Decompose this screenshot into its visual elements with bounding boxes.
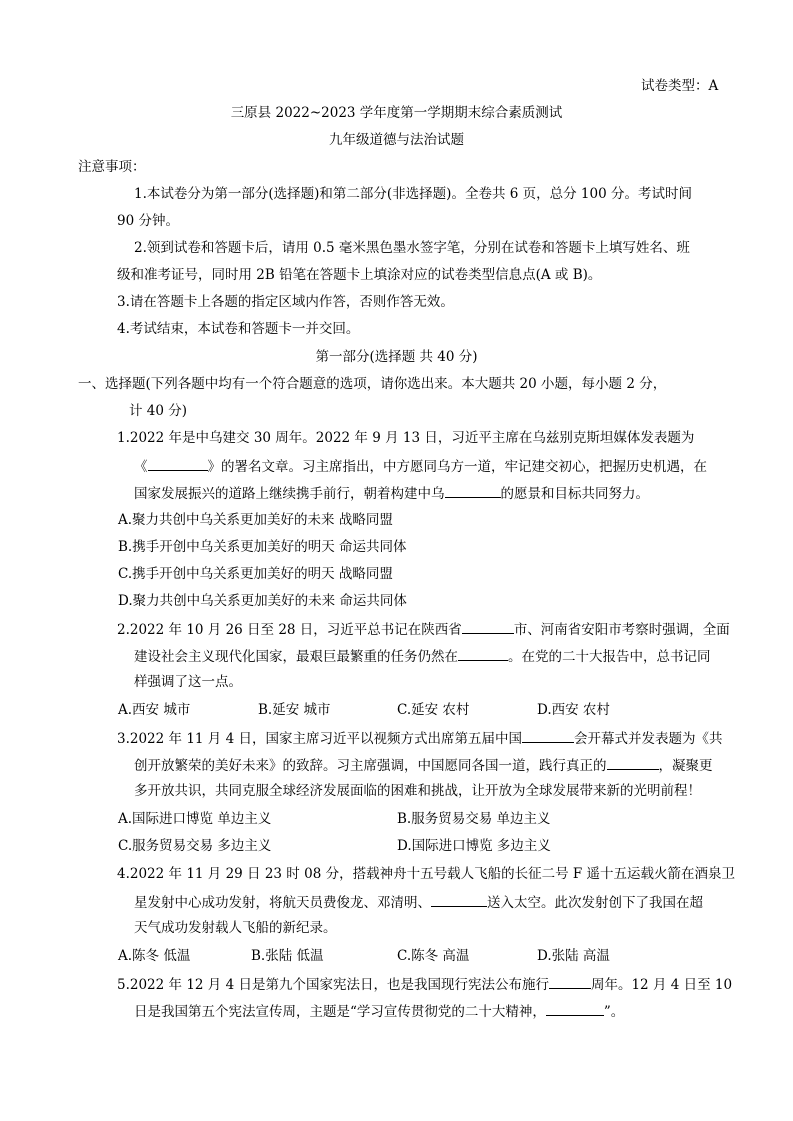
notice-item-1-cont: 90 分钟。 <box>117 213 179 229</box>
exam-subtitle: 九年级道德与法治试题 <box>329 132 464 148</box>
notice-item-1: 1.本试卷分为第一部分(选择题)和第二部分(非选择题)。全卷共 6 页，总分 100 分。考试时间 <box>134 186 692 202</box>
q2-option-d: D.西安 农村 <box>537 702 610 718</box>
q2-line-1: 2.2022 年 10 月 26 日至 28 日，习近平总书记在陕西省 市、河南省安阳市考察时强调，全面 <box>117 619 730 639</box>
notice-item-3: 3.请在答题卡上各题的指定区域内作答，否则作答无效。 <box>117 294 454 310</box>
q4-line-2: 星发射中心成功发射，将航天员费俊龙、邓清明、 送入太空。此次发射创下了我国在超 <box>134 892 703 912</box>
q3-option-b: B.服务贸易交易 单边主义 <box>397 811 551 827</box>
q1-line-1: 1.2022 年是中乌建交 30 周年。2022 年 9 月 13 日，习近平主席在乌兹别克斯坦媒体发表题为 <box>117 430 695 446</box>
notice-item-2-cont: 级和准考证号，同时用 2B 铅笔在答题卡上填涂对应的试卷类型信息点(A 或 B)。 <box>117 267 602 283</box>
answer-blank <box>445 483 501 498</box>
q4-line-3: 天气成功发射载人飞船的新纪录。 <box>134 920 337 936</box>
notice-item-4: 4.考试结束，本试卷和答题卡一并交回。 <box>117 321 360 337</box>
q3-option-d: D.国际进口博览 多边主义 <box>397 838 551 854</box>
answer-blank <box>458 646 508 661</box>
notice-heading: 注意事项： <box>78 159 146 175</box>
q4-option-b: B.张陆 低温 <box>251 948 324 964</box>
answer-blank <box>546 1001 604 1016</box>
q1-option-a: A.聚力共创中乌关系更加美好的未来 战略同盟 <box>118 512 393 528</box>
part1-title: 第一部分(选择题 共 40 分) <box>315 349 478 365</box>
q2-option-c: C.延安 农村 <box>397 702 470 718</box>
exam-title: 三原县 2022~2023 学年度第一学期期末综合素质测试 <box>230 105 563 121</box>
answer-blank <box>549 974 591 989</box>
q1-option-d: D.聚力共创中乌关系更加美好的未来 命运共同体 <box>118 593 407 609</box>
answer-blank <box>431 892 487 907</box>
q3-option-c: C.服务贸易交易 多边主义 <box>118 838 272 854</box>
q2-line-2: 建设社会主义现代化国家，最艰巨最繁重的任务仍然在 。在党的二十大报告中，总书记同 <box>134 646 711 666</box>
paper-type-label: 试卷类型：A <box>641 78 719 94</box>
notice-item-2: 2.领到试卷和答题卡后，请用 0.5 毫米黑色墨水签字笔，分别在试卷和答题卡上填写姓名、班 <box>134 240 690 256</box>
section-instruction: 一、选择题(下列各题中均有一个符合题意的选项，请你选出来。本大题共 20 小题，每小题 2 分， <box>78 376 667 392</box>
q3-line-3: 多开放共识，共同克服全球经济发展面临的困难和挑战，让开放为全球发展带来新的光明前程！ <box>134 783 701 799</box>
q1-line-3: 国家发展振兴的道路上继续携手前行，朝着构建中乌 的愿景和目标共同努力。 <box>134 483 649 503</box>
q4-option-a: A.陈冬 低温 <box>118 948 191 964</box>
q1-option-b: B.携手开创中乌关系更加美好的明天 命运共同体 <box>118 539 407 555</box>
answer-blank <box>522 728 574 743</box>
answer-blank <box>148 456 208 471</box>
q2-line-3: 样强调了这一点。 <box>134 674 242 690</box>
q1-option-c: C.携手开创中乌关系更加美好的明天 战略同盟 <box>118 566 393 582</box>
q2-option-b: B.延安 城市 <box>258 702 331 718</box>
q5-line-2: 日是我国第五个宪法宣传周，主题是“学习宣传贯彻党的二十大精神， ”。 <box>134 1001 624 1021</box>
q5-line-1: 5.2022 年 12 月 4 日是第九个国家宪法日，也是我国现行宪法公布施行 周年。12 月 4 日至 10 <box>117 974 732 994</box>
q2-option-a: A.西安 城市 <box>118 702 191 718</box>
q1-line-2: 《 》的署名文章。习主席指出，中方愿同乌方一道，牢记建交初心，把握历史机遇，在 <box>134 456 707 476</box>
answer-blank <box>607 755 659 770</box>
q4-line-1: 4.2022 年 11 月 29 日 23 时 08 分，搭载神舟十五号载人飞船的长征二号 F 遥十五运载火箭在酒泉卫 <box>117 866 736 882</box>
section-instruction-cont: 计 40 分) <box>129 403 188 419</box>
q3-option-a: A.国际进口博览 单边主义 <box>118 811 272 827</box>
q4-option-d: D.张陆 高温 <box>537 948 610 964</box>
q3-line-1: 3.2022 年 11 月 4 日，国家主席习近平以视频方式出席第五届中国 会开幕式并发表题为《共 <box>117 728 722 748</box>
q3-line-2: 创开放繁荣的美好未来》的致辞。习主席强调，中国愿同各国一道，践行真正的 ，凝聚更 <box>134 755 713 775</box>
q4-option-c: C.陈冬 高温 <box>397 948 470 964</box>
answer-blank <box>462 619 514 634</box>
